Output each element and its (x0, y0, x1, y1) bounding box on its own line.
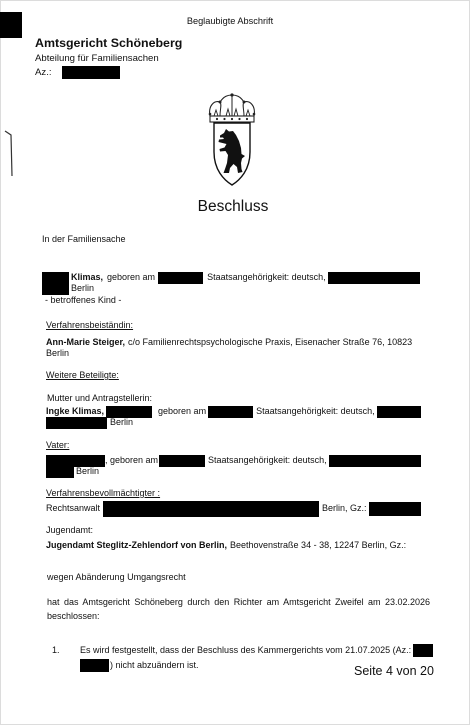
redaction-box (106, 406, 152, 418)
counsel-reference-label: Berlin, Gz.: (322, 503, 367, 513)
counsel-title: Rechtsanwalt (46, 503, 101, 513)
redaction-box (369, 502, 421, 516)
intro-line: In der Familiensache (42, 234, 126, 244)
guardian-row (46, 337, 412, 348)
child-address-row (42, 283, 94, 294)
redaction-box (158, 272, 203, 284)
father-city: Berlin (76, 466, 100, 476)
decision-intro: hat das Amtsgericht Schöneberg durch den Richter am Amtsgericht Zweifel am 23.02.2026 (47, 597, 430, 607)
redaction-box (103, 501, 319, 517)
redaction-box (46, 466, 74, 478)
case-number-label: Az.: (35, 66, 52, 78)
ruling-continuation: ) nicht abzuändern ist. (110, 660, 199, 670)
father-row (46, 455, 421, 466)
child-role: - betroffenes Kind - (45, 295, 122, 305)
youth-office-name: Jugendamt Steglitz-Zehlendorf von Berlin, (46, 540, 228, 550)
certified-copy-label: Beglaubigte Abschrift (186, 16, 274, 26)
document-title: Beschluss (197, 198, 269, 215)
counsel-heading: Verfahrensbevollmächtigter : (46, 488, 161, 498)
father-born-label: , geboren am (105, 455, 159, 465)
mother-address-row (46, 417, 133, 428)
mother-row (46, 406, 421, 417)
ruling-number: 1. (52, 645, 60, 655)
redaction-box (208, 406, 253, 418)
guardian-name: Ann-Marie Steiger, (46, 337, 126, 347)
father-nationality: Staatsangehörigkeit: deutsch, (208, 455, 327, 465)
mother-city: Berlin (110, 417, 134, 427)
case-number-row (35, 66, 120, 79)
youth-office-address: Beethovenstraße 34 - 38, 12247 Berlin, Gz.: (230, 540, 407, 550)
redaction-box (159, 455, 205, 467)
redaction-box (328, 272, 420, 284)
guardian-heading: Verfahrensbeiständin: (46, 320, 134, 330)
mother-heading: Mutter und Antragstellerin: (47, 393, 153, 403)
child-nationality: Staatsangehörigkeit: deutsch, (207, 272, 326, 282)
child-city: Berlin (71, 283, 95, 293)
child-born-label: geboren am (107, 272, 156, 282)
father-address-row (46, 466, 99, 477)
scan-mark (0, 125, 16, 181)
ruling-text: Es wird festgestellt, dass der Beschluss des Kammergerichts vom 21.07.2025 (Az.: (80, 645, 412, 655)
court-department: Abteilung für Familiensachen (35, 53, 159, 64)
ruling-row (80, 645, 433, 656)
guardian-city: Berlin (46, 348, 70, 358)
redaction-box (80, 659, 109, 672)
mother-nationality: Staatsangehörigkeit: deutsch, (256, 406, 375, 416)
redaction-box (377, 406, 421, 418)
corner-redaction (0, 12, 22, 38)
decision-verb: beschlossen: (47, 611, 100, 621)
berlin-coat-of-arms-icon (200, 92, 264, 188)
father-heading: Vater: (46, 440, 70, 450)
redaction-box (413, 644, 433, 657)
redaction-box (62, 66, 120, 79)
court-name: Amtsgericht Schöneberg (35, 36, 183, 50)
subject-line: wegen Abänderung Umgangsrecht (47, 572, 186, 582)
youth-office-row (46, 540, 406, 551)
redaction-box (46, 417, 107, 429)
guardian-address: c/o Familienrechtspsychologische Praxis, Eisenacher Straße 76, 10823 (128, 337, 413, 347)
other-parties-heading: Weitere Beteiligte: (46, 370, 119, 380)
redaction-box (42, 283, 69, 295)
ruling-continuation-row (80, 660, 199, 671)
youth-office-heading: Jugendamt: (46, 525, 94, 535)
counsel-row (46, 503, 421, 514)
child-surname: Klimas, (71, 272, 104, 282)
mother-born-label: geboren am (158, 406, 207, 416)
redaction-box (329, 455, 421, 467)
mother-name: Ingke Klimas, (46, 406, 105, 416)
child-row (42, 272, 420, 283)
page-indicator: Seite 4 von 20 (354, 664, 434, 678)
